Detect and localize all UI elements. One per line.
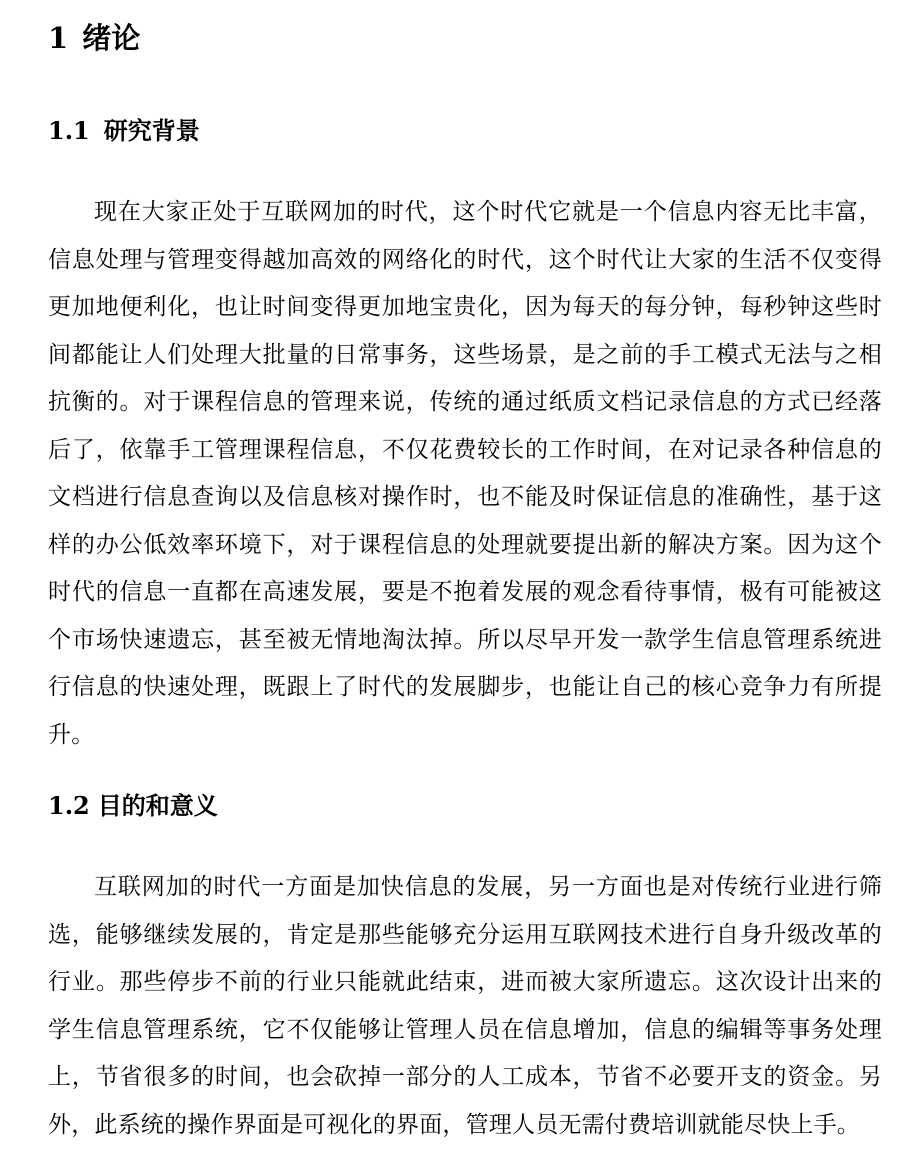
chapter-number: 1: [48, 21, 69, 55]
section-number: 1.2: [48, 791, 90, 820]
section-title: 研究背景: [103, 116, 200, 145]
paragraph-background: 现在大家正处于互联网加的时代，这个时代它就是一个信息内容无比丰富，信息处理与管理变得越加高效的网络化的时代，这个时代让大家的生活不仅变得更加地便利化，也让时间变得更加地宝贵化，因为每天的每分钟，每秒钟这些时间都能让人们处理大批量的日常事务，这些场景，是之前的手工模式无法与之相抗衡的。对于课程信息的管理来说，传统的通过纸质文档记录信息的方式已经落后了，依靠手工管理课程信息，不仅花费较长的工作时间，在对记录各种信息的文档进行信息查询以及信息核对操作时，也不能及时保证信息的准确性，基于这样的办公低效率环境下，对于课程信息的处理就要提出新的解决方案。因为这个时代的信息一直都在高速发展，要是不抱着发展的观念看待事情，极有可能被这个市场快速遗忘，甚至被无情地淘汰掉。所以尽早开发一款学生信息管理系统进行信息的快速处理，既跟上了时代的发展脚步，也能让自己的核心竞争力有所提升。: [48, 199, 882, 748]
chapter-heading: [48, 18, 140, 58]
paragraph-purpose: 互联网加的时代一方面是加快信息的发展，另一方面也是对传统行业进行筛选，能够继续发展的，肯定是那些能够充分运用互联网技术进行自身升级改革的行业。那些停步不前的行业只能就此结束，进而被大家所遗忘。这次设计出来的学生信息管理系统，它不仅能够让管理人员在信息增加，信息的编辑等事务处理上，节省很多的时间，也会砍掉一部分的人工成本，节省不必要开支的资金。另外，此系统的操作界面是可视化的界面，管理人员无需付费培训就能尽快上手。: [48, 874, 882, 1138]
chapter-title: 绪论: [82, 21, 141, 55]
section-heading-purpose: [48, 789, 218, 823]
section-number: 1.1: [48, 116, 90, 145]
section-title: 目的和意义: [97, 791, 218, 820]
section-heading-background: [48, 114, 200, 148]
